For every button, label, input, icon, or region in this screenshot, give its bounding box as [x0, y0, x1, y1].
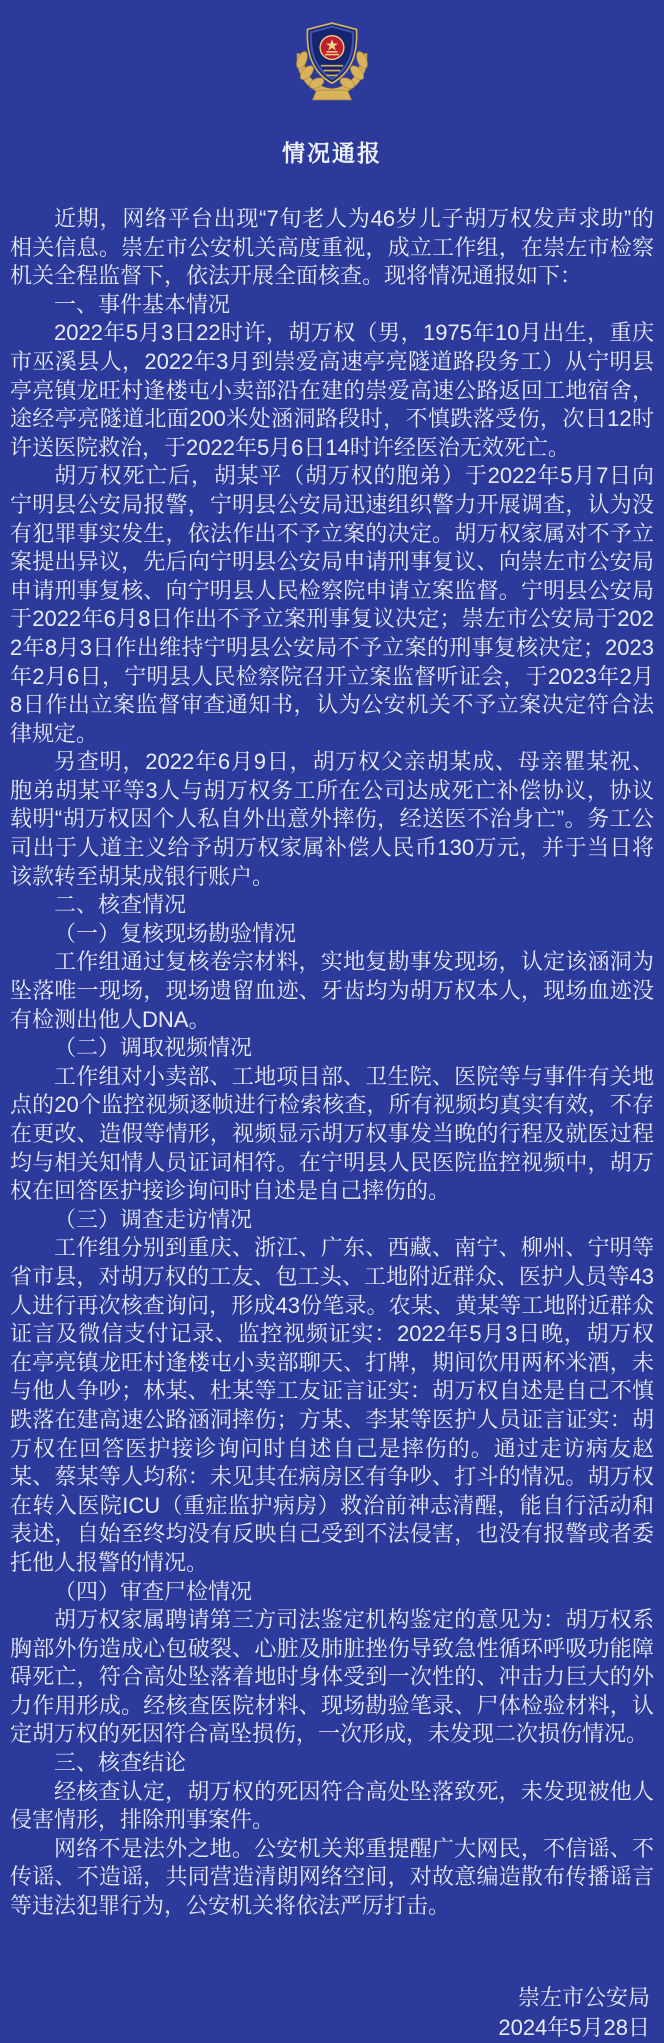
- police-emblem: [0, 0, 664, 107]
- section-1-heading: 一、事件基本情况: [54, 291, 231, 317]
- notice-body: [0, 205, 664, 1921]
- section-2-heading: 二、核查情况: [54, 892, 187, 918]
- interview-paragraph: 工作组分别到重庆、浙江、广东、西藏、南宁、柳州、宁明等省市县，对胡万权的工友、包工头、工地附近群众、医护人员等43人进行再次核查询问，形成43份笔录。农某、黄某等工地附近群众证言及微信支付记录、监控视频证实：2022年5月3日晚，胡万权在亭亮镇龙旺村逢楼屯小卖部聊天、打牌，期间饮用两杯米酒，未与他人争吵；林某、杜某等工友证言证实：胡万权自述是自己不慎跌落在建高速公路涵洞摔伤；方某、李某等医护人员证言证实：胡万权在回答医护接诊询问时自述自己是摔伤的。通过走访病友赵某、蔡某等人均称：未见其在病房区有争吵、打斗的情况。胡万权在转入医院ICU（重症监护病房）救治前神志清醒，能自行活动和表述，自始至终均没有反映自己受到不法侵害，也没有报警或者委托他人报警的情况。: [10, 1235, 654, 1575]
- subsection-4-heading: （四）审查尸检情况: [54, 1578, 253, 1604]
- video-check-paragraph: 工作组对小卖部、工地项目部、卫生院、医院等与事件有关地点的20个监控视频逐帧进行检索核查，所有视频均真实有效，不存在更改、造假等情形，视频显示胡万权事发当晚的行程及就医过程均与相关知情人员证词相符。在宁明县人民医院监控视频中，胡万权在回答医护接诊询问时自述是自己摔伤的。: [10, 1063, 654, 1204]
- compensation-paragraph: 另查明，2022年6月9日，胡万权父亲胡某成、母亲瞿某祝、胞弟胡某平等3人与胡万权务工所在公司达成死亡补偿协议，协议载明“胡万权因个人私自外出意外摔伤，经送医不治身亡”。务工公司出于人道主义给予胡万权家属补偿人民币130万元，并于当日将该款转至胡某成银行账户。: [10, 749, 654, 889]
- signature-date: 2024年5月28日: [498, 2014, 650, 2040]
- subsection-3-heading: （三）调查走访情况: [54, 1206, 253, 1232]
- case-review-paragraph: 胡万权死亡后，胡某平（胡万权的胞弟）于2022年5月7日向宁明县公安局报警，宁明县公安局迅速组织警力开展调查，认为没有犯罪事实发生，依法作出不予立案的决定。胡万权家属对不予立案提出异议，先后向宁明县公安局申请刑事复议、向崇左市公安局申请刑事复核、向宁明县人民检察院申请立案监督。宁明县公安局于2022年6月8日作出不予立案刑事复议决定；崇左市公安局于2022年8月3日作出维持宁明县公安局不予立案的刑事复核决定；2023年2月6日，宁明县人民检察院召开立案监督听证会，于2023年2月8日作出立案监督审查通知书，认为公安机关不予立案决定符合法律规定。: [10, 463, 654, 746]
- incident-paragraph: 2022年5月3日22时许，胡万权（男，1975年10月出生，重庆市巫溪县人，2022年3月到崇爱高速亭亮隧道路段务工）从宁明县亭亮镇龙旺村逢楼屯小卖部沿在建的崇爱高速公路返回工地宿舍，途经亭亮隧道北面200米处涵洞路段时，不慎跌落受伤，次日12时许送医院救治，于2022年5月6日14时许经医治无效死亡。: [10, 320, 654, 460]
- signature-block: [0, 1983, 664, 2043]
- intro-paragraph: 近期，网络平台出现“7旬老人为46岁儿子胡万权发声求助”的相关信息。崇左市公安机关高度重视，成立工作组，在崇左市检察机关全程监督下，依法开展全面核查。现将情况通报如下：: [10, 206, 654, 289]
- subsection-1-heading: （一）复核现场勘验情况: [54, 920, 297, 946]
- conclusion-paragraph: 经核查认定，胡万权的死因符合高处坠落致死，未发现被他人侵害情形，排除刑事案件。: [10, 1778, 654, 1833]
- autopsy-paragraph: 胡万权家属聘请第三方司法鉴定机构鉴定的意见为：胡万权系胸部外伤造成心包破裂、心脏及肺脏挫伤导致急性循环呼吸功能障碍死亡，符合高处坠落着地时身体受到一次性的、冲击力巨大的外力作用形成。经核查医院材料、现场勘验笔录、尸体检验材料，认定胡万权的死因符合高坠损伤，一次形成，未发现二次损伤情况。: [10, 1607, 654, 1747]
- police-badge-icon: [290, 21, 374, 102]
- notice-title: 情况通报: [282, 140, 382, 166]
- signature-agency: 崇左市公安局: [517, 1984, 650, 2010]
- subsection-2-heading: （二）调取视频情况: [54, 1035, 253, 1061]
- section-3-heading: 三、核查结论: [54, 1750, 187, 1776]
- scene-check-paragraph: 工作组通过复核卷宗材料，实地复勘事发现场，认定该涵洞为坠落唯一现场，现场遗留血迹、牙齿均为胡万权本人，现场血迹没有检测出他人DNA。: [10, 949, 654, 1032]
- warning-paragraph: 网络不是法外之地。公安机关郑重提醒广大网民，不信谣、不传谣、不造谣，共同营造清朗网络空间，对故意编造散布传播谣言等违法犯罪行为，公安机关将依法严厉打击。: [10, 1835, 654, 1919]
